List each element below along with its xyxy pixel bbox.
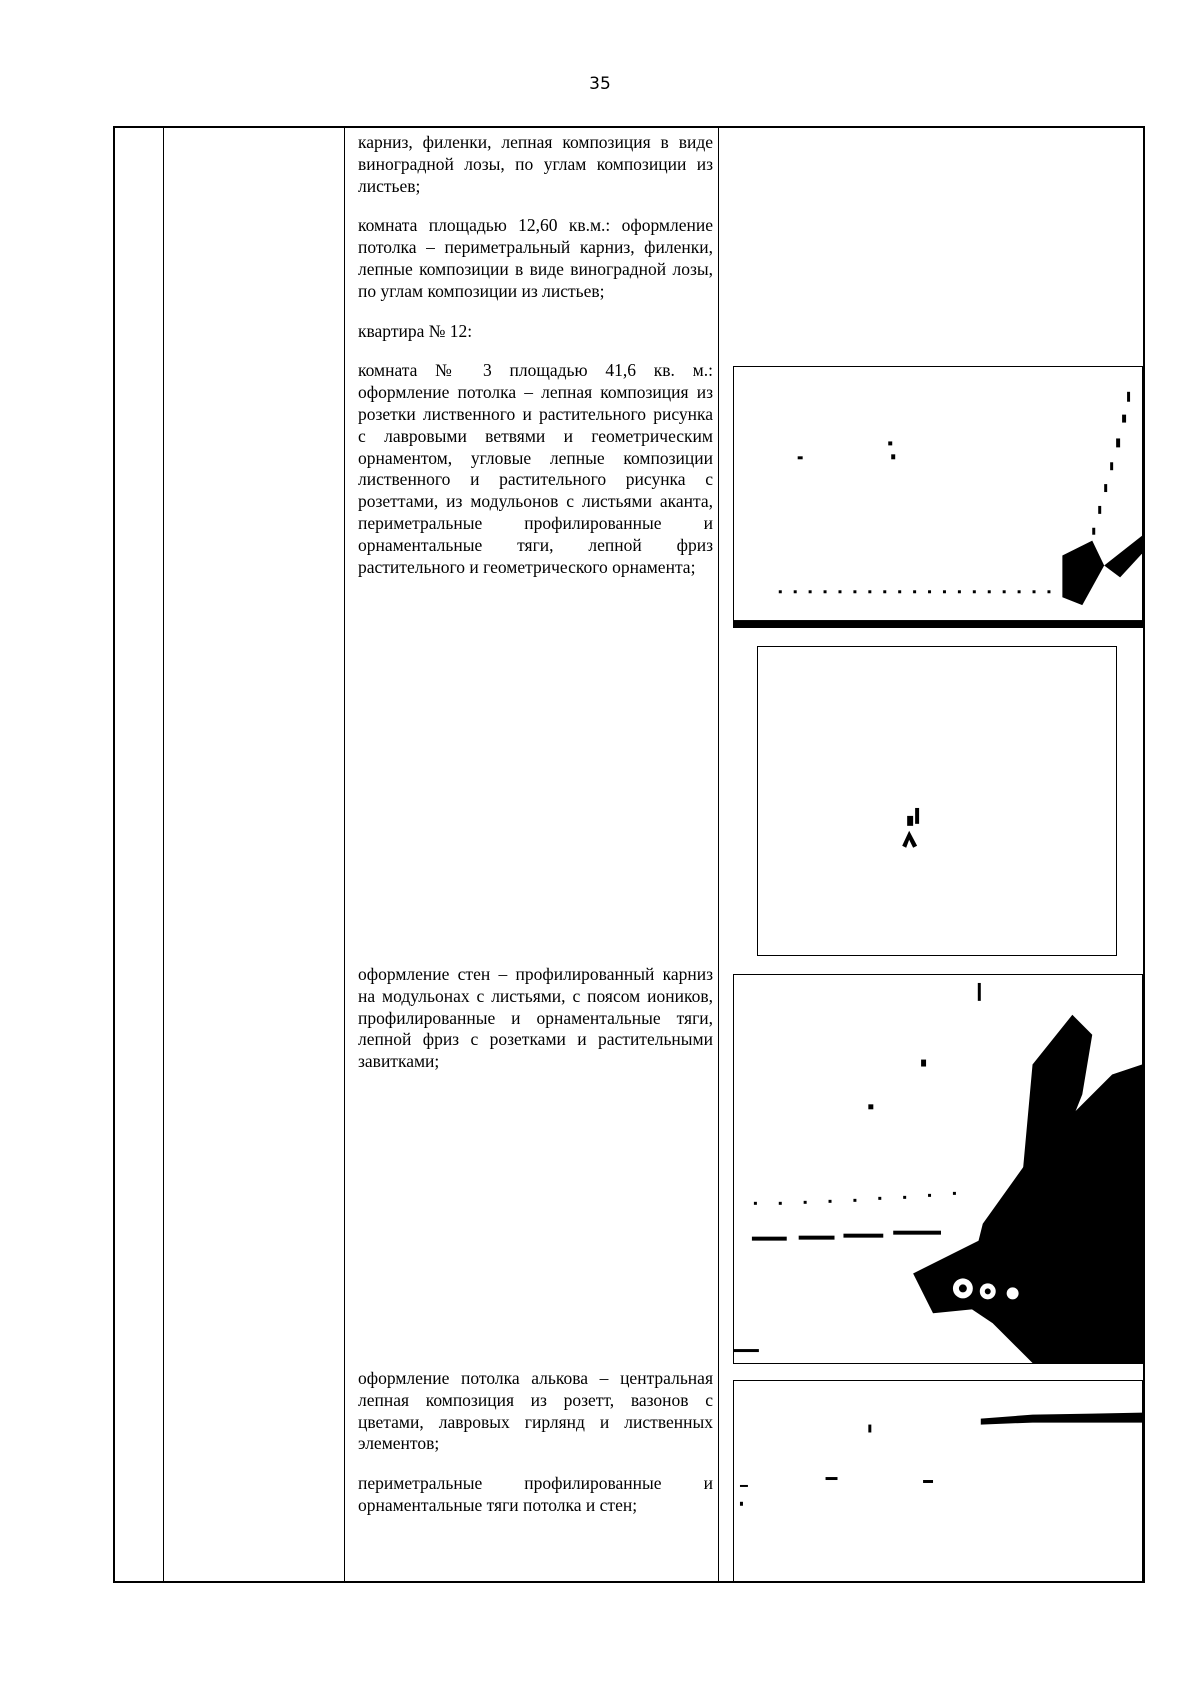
ceiling-corner-photo	[733, 366, 1143, 628]
column-divider-3	[718, 128, 719, 1581]
column-divider-2	[344, 128, 345, 1581]
description-block-2	[358, 964, 713, 1091]
description-paragraph: периметральные профилированные и орнаментальные тяги потолка и стен;	[358, 1473, 713, 1515]
alcove-ceiling-image	[734, 1381, 1142, 1581]
description-paragraph: карниз, филенки, лепная композиция в виде виноградной лозы, по углам композиции из листьев;	[358, 132, 713, 196]
description-paragraph: оформление потолка алькова – центральная лепная композиция из розетт, вазонов с цветами, лавровых гирлянд и лиственных элементов;	[358, 1368, 713, 1454]
ceiling-rosette-image	[758, 647, 1116, 955]
ceiling-corner-image	[734, 367, 1142, 627]
description-paragraph: оформление стен – профилированный карниз на модульонах с листьями, с поясом иоников, профилированные и орнаментальные тяги, лепной фриз с розетками и растительными завитками;	[358, 964, 713, 1072]
description-block-3	[358, 1368, 713, 1535]
description-block-1	[358, 132, 713, 596]
description-paragraph: комната № 3 площадью 41,6 кв. м.: оформление потолка – лепная композиция из розетки лиственного и растительного рисунка с лавровыми ветвями и геометрическим орнаментом, угловые лепные композиции лиственного и растительного рисунка с розеттами, из модульонов с листьями аканта, периметральные профилированные и орнаментальные тяги, лепной фриз растительного и геометрического орнамента;	[358, 360, 713, 577]
page-number: 35	[589, 74, 611, 94]
alcove-ceiling-photo	[733, 1380, 1143, 1582]
ceiling-rosette-photo	[757, 646, 1117, 956]
wall-cornice-photo	[733, 974, 1143, 1364]
description-paragraph: комната площадью 12,60 кв.м.: оформление потолка – периметральный карниз, филенки, лепные композиции в виде виноградной лозы, по углам композиции из листьев;	[358, 215, 713, 301]
column-divider-1	[163, 128, 164, 1581]
wall-cornice-image	[734, 975, 1142, 1363]
description-paragraph: квартира № 12:	[358, 320, 473, 341]
heritage-table	[113, 126, 1145, 1583]
